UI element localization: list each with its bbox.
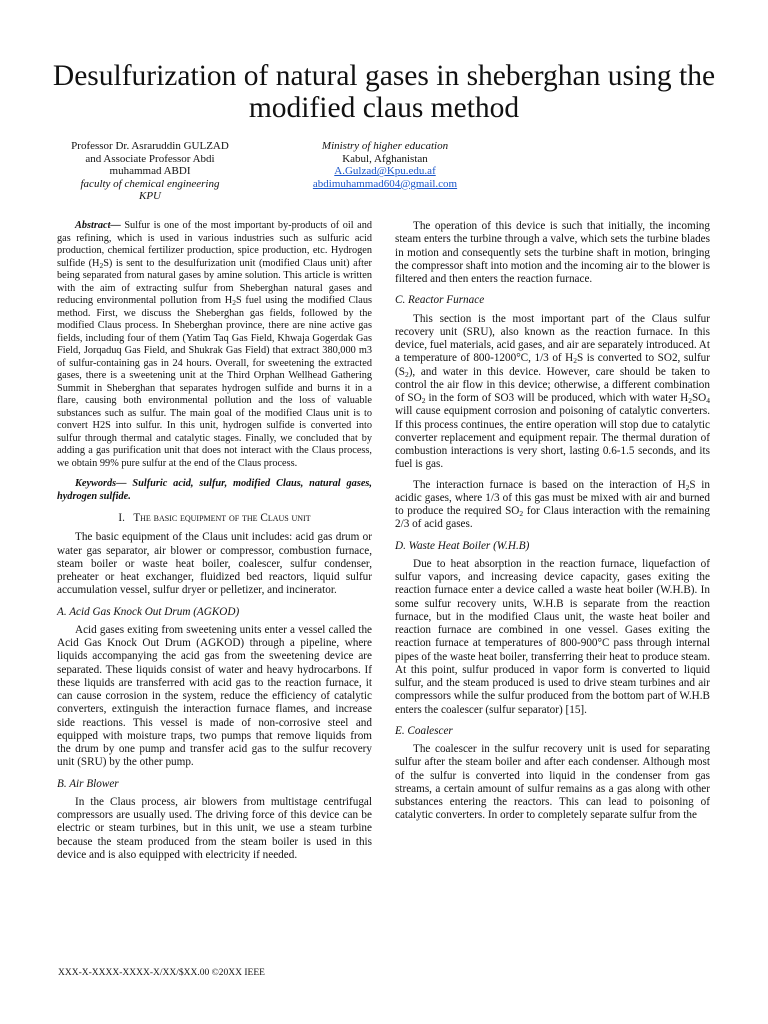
email-link-1[interactable]: A.Gulzad@Kpu.edu.af — [334, 165, 436, 178]
right-column — [395, 220, 710, 830]
section-heading-1: I. The basic equipment of the Claus unit — [118, 512, 311, 524]
subsection-e-paragraph: The coalescer in the sulfur recovery unit is used for separating sulfur after the steam boiler and after each condenser. Although most of the sulfur is converted into liquid in the condenser from gas streams, a certain amount of sulfur remains as a gas along with other substances entering the reactors. This can lead to poisoning of catalytic converters. In order to completely separate sulfur from the — [395, 743, 710, 822]
subsection-d-paragraph: Due to heat absorption in the reaction furnace, liquefaction of sulfur vapors, and increasing device capacity, gases exiting the reaction furnace enter a device called a waste heat boiler (W.H.B). In some sulfur recovery units, W.H.B is separate from the reaction furnace, but in the modified Claus unit, the waste heat boiler and reaction furnace are combined in one vessel. Gases exiting the reaction furnace at temperatures of 800-900°C pass through internal pipes of the waste heat boiler, transferring their heat to produce steam. At this point, sulfur produced in vapor form is converted to liquid sulfur, and the steam produced is used to drive steam turbines and air compressors while the sulfur produced from the bottom part of W.H.B enters the coalescer (sulfur separator) [15]. — [395, 557, 710, 716]
keywords: Keywords— Sulfuric acid, sulfur, modified Claus, natural gases, hydrogen sulfide. — [57, 478, 372, 502]
subsection-heading-c: C. Reactor Furnace — [395, 294, 485, 307]
section1-paragraph: The basic equipment of the Claus unit includes: acid gas drum or water gas separator, air blower or compressor, combustion furnace, steam boiler or waste heat boiler, coalescer, sulfur condenser, preheater or heat exchanger, fluidized bed reactors, liquid sulfur accumulation vessel, sulfur dryer or pelletizer, and incinerator. — [57, 531, 372, 597]
abstract-label: Abstract— — [75, 220, 121, 231]
subsection-heading-a: A. Acid Gas Knock Out Drum (AGKOD) — [57, 605, 240, 618]
email-link-2[interactable]: abdimuhammad604@gmail.com — [312, 177, 458, 190]
author-name-line-3: muhammad ABDI — [109, 165, 191, 178]
subsection-c-paragraph-2: The interaction furnace is based on the interaction of $H_2S$ in acidic gases, where 1/3 of this gas must be mixed with air and burned to produce the required $SO_2$ for Claus interaction with the remaining 2/3 of acid gases. — [395, 478, 710, 531]
subsection-c-paragraph-1: This section is the most important part of the Claus sulfur recovery unit (SRU), also known as the reaction furnace. In this device, fuel materials, acid gases, and air are separately introduced. At a temperature of 800-1200°C, 1/3 of $H_2S$ is converted to SO2, sulfur $(S_2)$, and water in this device. However, care should be taken to control the air flow in this device; otherwise, a different combination of $SO_2$ in the form of SO3 will be produced, which with water $H_2SO_4$ will cause equipment corrosion and poisoning of catalytic converters. If this process continues, the entire operation will stop due to catalytic converter replacement and equipment repair. The thermal duration of combustion interactions is very short, lasting 0.6-1.5 seconds, and its fuel is gas. — [395, 312, 711, 471]
abstract: Abstract— Sulfur is one of the most important by-products of oil and gas refining, which is used in various industries such as sulfuric acid production, chemical fertilizer production, spice production, etc. Hydrogen sulfide $(H_2S)$ is sent to the desulfurization unit (modified Claus unit) after being separated from natural gases by amine solution. This article is written with the aim of extracting sulfur from Sheberghan natural gases and reducing environmental pollution from $H_2S$ fuel using the modified Claus method. First, we discuss the Sheberghan gas fields, followed by the modified Claus process. In Sheberghan province, there are nine active gas fields, including four of them (Yatim Taq Gas Field, Khwaja Gogerdak Gas Field, Jorqaduq Gas Field, and Shukrak Gas Field) that extract 380,000 m3 of sulfur-containing gas in 24 hours. Overall, for sweetening the extracted gases, there is a sweetening unit at the Third Orphan Wellhead Gathering Summit in Sheberghan that separates hydrogen sulfide and burns it in a flare, causing both environmental pollution and the loss of valuable substances such as sulfur. The main goal of the modified Claus unit is to convert H2S into sulfur. In this unit, hydrogen sulfide is converted into sulfur through thermal and catalytic stages. Finally, we concluded that by adding a gas purification unit that does not interact with the Claus process, we obtain 99% pure sulfur at the end of the Claus process. — [57, 220, 372, 469]
subsection-heading-e: E. Coalescer — [395, 724, 453, 737]
author-organization: Ministry of higher education — [321, 140, 449, 152]
subsection-heading-d: D. Waste Heat Boiler (W.H.B) — [395, 539, 530, 552]
subsection-heading-b: B. Air Blower — [57, 777, 119, 790]
keywords-label: Keywords— — [75, 478, 127, 489]
paper-title: Desulfurization of natural gases in sheberghan using the modified claus method — [52, 60, 716, 124]
author-block-2 — [285, 140, 485, 190]
author-affiliation: faculty of chemical engineering — [80, 177, 220, 190]
author-affiliation-2: KPU — [139, 190, 161, 203]
subsection-a-paragraph: Acid gases exiting from sweetening units enter a vessel called the Acid Gas Knock Out Drum (AGKOD) through a pipeline, where liquids accompanying the acid gas from the sweetening device are separated. These liquids consist of water and heavy hydrocarbons. If these liquids are transferred with acid gas to the reaction furnace, it can cause corrosion in the system, reduce the efficiency of catalytic converters, extinguish the interaction furnace flames, and increase side reactions. This vessel is made of non-corrosive steel and equipped with moisture traps, two pumps that remove liquids from the drum by one pump and transfer acid gas to the sulfur recovery unit (SRU) by the other pump. — [57, 623, 372, 769]
author-block-1 — [50, 140, 250, 203]
left-column — [57, 220, 372, 869]
author-name-line-2: and Associate Professor Abdi — [85, 152, 215, 165]
subsection-b-paragraph-1: In the Claus process, air blowers from multistage centrifugal compressors are usually used. The driving force of this device can be electric or steam turbines, but in this unit, we use a steam turbine because the steam produced from the steam boiler is used in this device and is also equipped with electricity if needed. — [57, 795, 372, 861]
copyright-footer: XXX-X-XXXX-XXXX-X/XX/$XX.00 ©20XX IEEE — [58, 968, 265, 978]
author-city: Kabul, Afghanistan — [342, 152, 428, 165]
subsection-b-paragraph-2: The operation of this device is such that initially, the incoming steam enters the turbine through a valve, which sets the turbine blades in motion and consequently sets the turbine shaft in motion, bringing the compressor shaft into motion and the incoming air to the blower is filtered and then enters the reaction furnace. — [395, 220, 710, 285]
author-name-line-1: Professor Dr. Asraruddin GULZAD — [71, 140, 229, 152]
